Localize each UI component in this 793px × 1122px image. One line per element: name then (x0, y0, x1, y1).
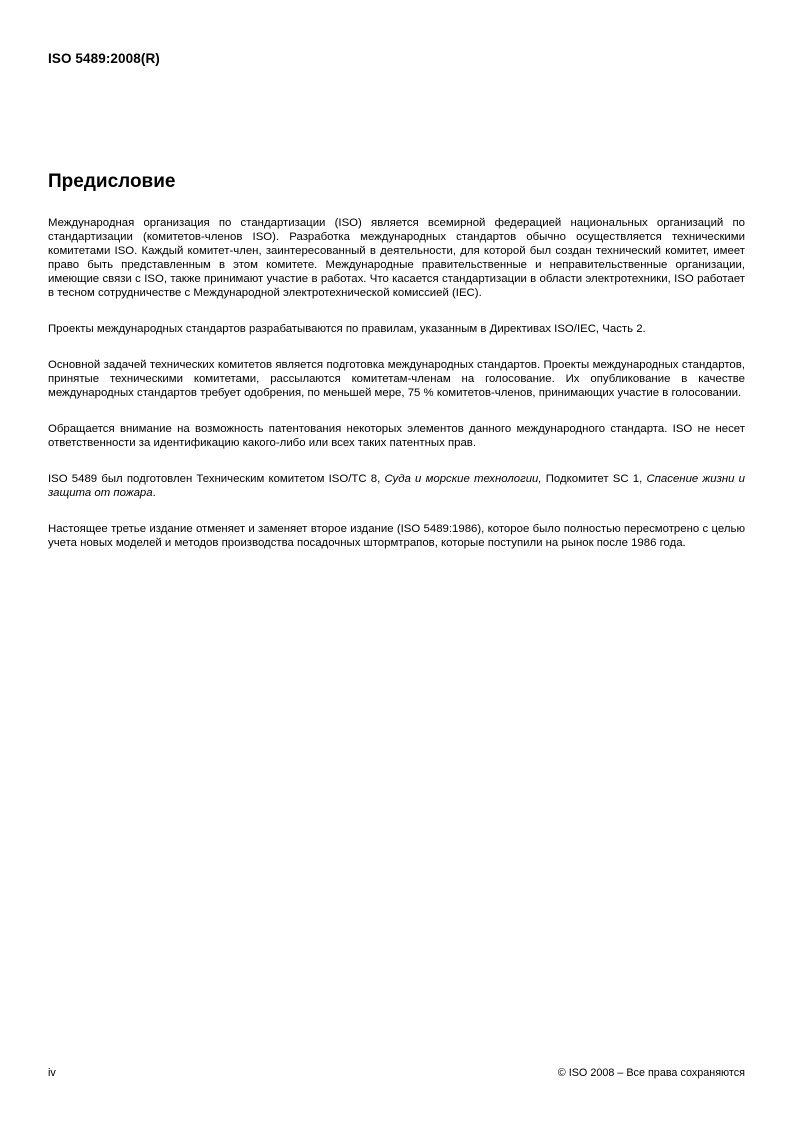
document-reference: ISO 5489:2008(R) (48, 51, 160, 66)
document-body (48, 216, 745, 572)
paragraph-text: Проекты международных стандартов разрабатываются по правилам, указанным в Директивах ISO/IEC, Часть 2. (48, 323, 646, 335)
paragraph-directives (48, 322, 745, 336)
foreword-title: Предисловие (48, 171, 176, 192)
paragraph-text: Международная организация по стандартизации (ISO) является всемирной федерацией национальных организаций по стандартизации (комитетов-членов ISO). Разработка международных стандартов обычно осуществляется техническими комитетами ISO. Каждый комитет-член, заинтересованный в деятельности, для которой был создан технический комитет, имеет право быть представленным в этом комитете. Международные правительственные и неправительственные организации, имеющие связи с ISO, также принимают участие в работах. Что касается стандартизации в области электротехники, ISO работает в тесном сотрудничестве с Международной электротехнической комиссией (IEC). (48, 217, 745, 299)
paragraph-text: Настоящее третье издание отменяет и заменяет второе издание (ISO 5489:1986), которое было полностью пересмотрено с целью учета новых моделей и методов производства посадочных штормтрапов, которые поступили на рынок после 1986 года. (48, 523, 745, 549)
page-footer (48, 1067, 745, 1079)
paragraph-voting (48, 358, 745, 400)
paragraph-committee (48, 472, 745, 500)
paragraph-text: ISO 5489 был подготовлен Техническим комитетом ISO/TC 8, (48, 473, 385, 485)
subcommittee-name-italic: Спасение жизни и защита от пожара (48, 473, 745, 499)
copyright-notice: © ISO 2008 – Все права сохраняются (557, 1067, 745, 1079)
paragraph-text: Подкомитет SC 1, (541, 473, 647, 485)
paragraph-patents (48, 422, 745, 450)
committee-name-italic: Суда и морские технологии, (384, 473, 542, 485)
page-number: iv (48, 1067, 56, 1079)
paragraph-third-edition (48, 522, 745, 550)
paragraph-text: Обращается внимание на возможность патентования некоторых элементов данного международного стандарта. ISO не несет ответственности за идентификацию какого-либо или всех таких патентных прав. (48, 423, 745, 449)
paragraph-iso-federation (48, 216, 745, 300)
page-header (48, 51, 160, 66)
paragraph-text: . (152, 487, 156, 499)
paragraph-text: Основной задачей технических комитетов является подготовка международных стандартов. Проекты международных стандартов, принятые техническими комитетами, рассылаются комитетам-членам на голосование. Их опубликование в качестве международных стандартов требует одобрения, по меньшей мере, 75 % комитетов-членов, принимающих участие в голосовании. (48, 359, 745, 399)
